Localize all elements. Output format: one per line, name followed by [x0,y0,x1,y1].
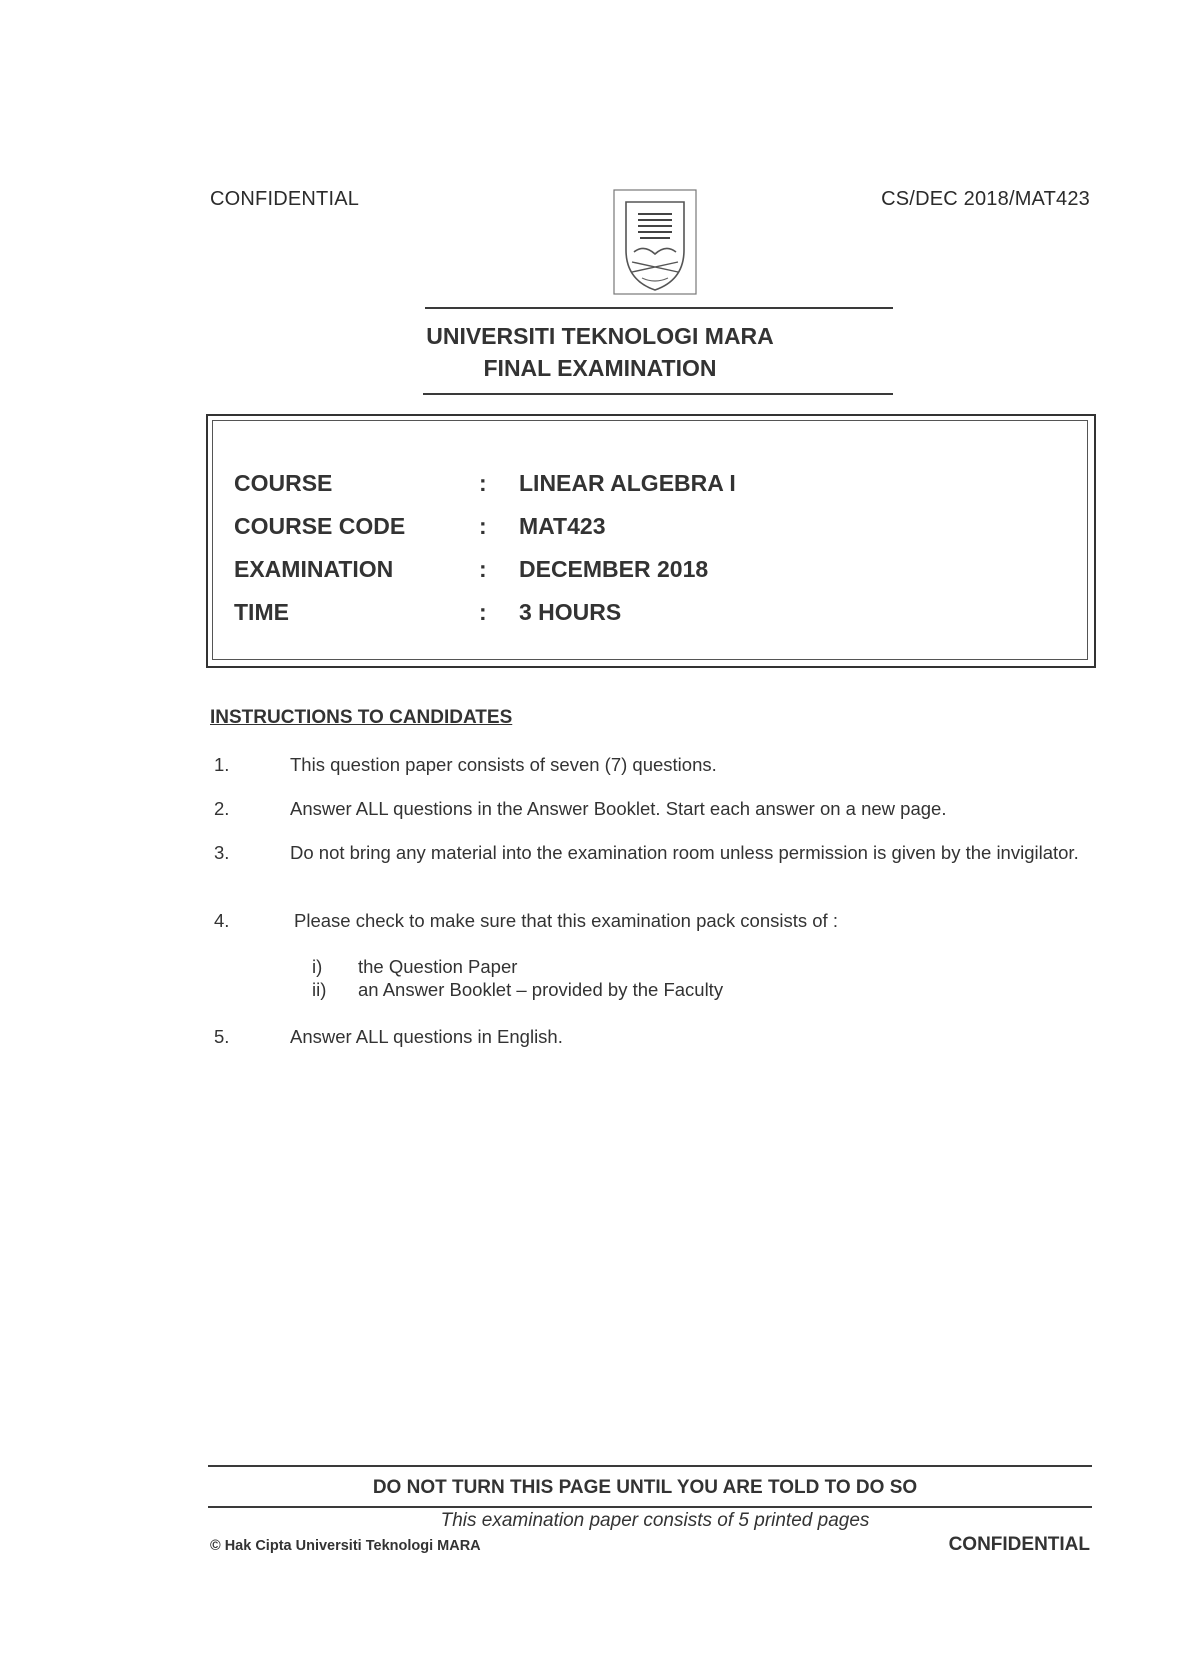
time-label: TIME [234,599,289,625]
instruction-text: Please check to make sure that this examination pack consists of : [294,910,838,931]
time-value: 3 HOURS [519,599,622,625]
subitem-text: the Question Paper [358,956,518,977]
instruction-number: 3. [214,842,230,863]
instruction-text: Answer ALL questions in English. [290,1026,563,1047]
course-sep: : [479,470,487,496]
instruction-text: This question paper consists of seven (7) questions. [290,754,717,775]
examination-sep: : [479,556,487,582]
subitem-number: ii) [312,979,327,1000]
subitem-number: i) [312,956,323,977]
examination-value: DECEMBER 2018 [519,556,709,582]
university-name: UNIVERSITI TEKNOLOGI MARA [426,323,774,349]
paper-code: CS/DEC 2018/MAT423 [881,188,1090,210]
instruction-number: 5. [214,1026,230,1047]
instruction-text: Answer ALL questions in the Answer Booklet. Start each answer on a new page. [290,798,947,819]
instructions-heading: INSTRUCTIONS TO CANDIDATES [210,707,513,728]
course-value: LINEAR ALGEBRA I [519,470,736,496]
do-not-turn-warning: DO NOT TURN THIS PAGE UNTIL YOU ARE TOLD TO DO SO [372,1477,918,1498]
header-classification: CONFIDENTIAL [210,188,360,210]
footer-rule-top [208,1465,1092,1467]
title-rule-bottom [423,393,893,395]
page-count-note: This examination paper consists of 5 printed pages [440,1510,870,1531]
course-info-box-inner [212,420,1088,660]
copyright-notice: © Hak Cipta Universiti Teknologi MARA [210,1538,481,1554]
footer-rule-bottom [208,1506,1092,1508]
instruction-number: 2. [214,798,230,819]
course-code-value: MAT423 [519,513,606,539]
course-label: COURSE [234,470,333,496]
footer-classification: CONFIDENTIAL [948,1534,1090,1555]
instruction-number: 1. [214,754,230,775]
course-code-label: COURSE CODE [234,513,406,539]
title-rule-top [425,307,893,309]
subitem-text: an Answer Booklet – provided by the Faculty [358,979,724,1000]
time-sep: : [479,599,487,625]
course-code-sep: : [479,513,487,539]
instruction-text: Do not bring any material into the examination room unless permission is given by the invigilator. [290,842,1079,863]
university-crest-icon [612,188,698,296]
examination-label: EXAMINATION [234,556,394,582]
exam-type: FINAL EXAMINATION [483,355,717,381]
instruction-number: 4. [214,910,230,931]
